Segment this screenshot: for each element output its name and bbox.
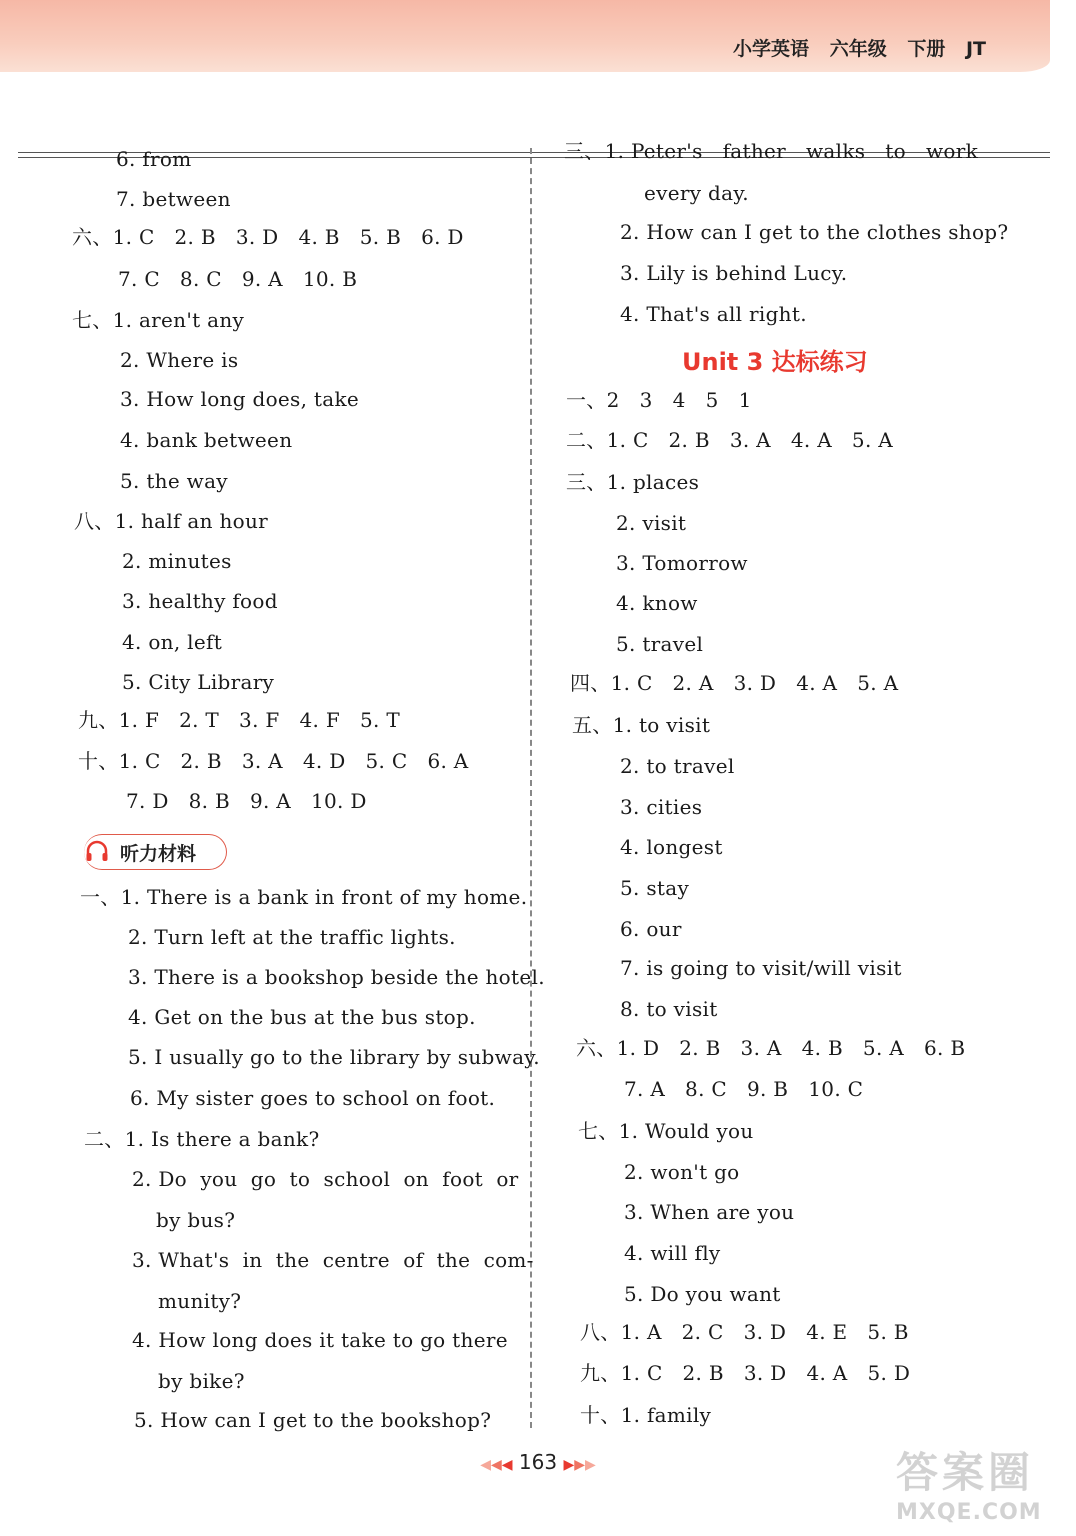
answer-line: 5. the way [120, 469, 228, 493]
answer-line: 八、1. half an hour [74, 509, 269, 533]
triangle-right-icon: ▶ [574, 1457, 586, 1473]
triangle-left-icon: ◀ [490, 1457, 502, 1473]
answer-line: 5. travel [616, 632, 704, 656]
answer-line: 3. Tomorrow [616, 551, 748, 575]
watermark-logo [896, 1440, 1072, 1532]
header-edition: JT [965, 38, 986, 60]
answer-line: 5. Do you want [624, 1282, 781, 1306]
listening-line: 4. Get on the bus at the bus stop. [128, 1005, 476, 1029]
triangle-right-icon: ▶ [563, 1457, 575, 1473]
answer-line: 2. minutes [122, 549, 232, 573]
answer-line: 6. our [620, 917, 682, 941]
answer-line: 十、1. C 2. B 3. A 4. D 5. C 6. A [78, 749, 469, 773]
listening-line: 3. What's in the centre of the com- [132, 1248, 534, 1272]
header-text [733, 34, 986, 61]
answer-line: 3. healthy food [122, 589, 278, 613]
unit-title: Unit 3 达标练习 [682, 348, 868, 376]
answer-line: 2. Where is [120, 348, 239, 372]
answer-line: 4. on, left [122, 630, 223, 654]
answer-line: 一、2 3 4 5 1 [566, 388, 752, 412]
listening-label: 听力材料 [120, 842, 197, 865]
answer-line: 六、1. C 2. B 3. D 4. B 5. B 6. D [72, 225, 464, 249]
listening-line: by bike? [158, 1369, 245, 1393]
answer-line: 五、1. to visit [572, 713, 711, 737]
listening-badge [84, 834, 227, 870]
listening-line: every day. [644, 181, 749, 205]
listening-line: 2. Do you go to school on foot or [132, 1167, 519, 1191]
answer-line: 7. C 8. C 9. A 10. B [118, 267, 358, 291]
answer-line: 2. won't go [624, 1160, 740, 1184]
listening-line: 三、1. Peter's father walks to work [564, 139, 978, 163]
answer-line: 七、1. Would you [578, 1119, 754, 1143]
answer-line: 3. How long does, take [120, 387, 360, 411]
header-subject: 小学英语 [733, 38, 810, 60]
answer-line: 九、1. C 2. B 3. D 4. A 5. D [580, 1361, 911, 1385]
answer-line: 7. D 8. B 9. A 10. D [126, 789, 367, 813]
listening-line: 3. There is a bookshop beside the hotel. [128, 965, 545, 989]
answer-line: 4. know [616, 591, 698, 615]
headphones-icon [84, 839, 110, 865]
answer-line: 四、1. C 2. A 3. D 4. A 5. A [570, 671, 899, 695]
listening-line: by bus? [156, 1208, 236, 1232]
answer-line: 2. visit [616, 511, 687, 535]
answer-line: 二、1. C 2. B 3. A 4. A 5. A [566, 428, 894, 452]
answer-line: 八、1. A 2. C 3. D 4. E 5. B [580, 1320, 909, 1344]
answer-line: 6. from [116, 147, 192, 171]
answer-line: 六、1. D 2. B 3. A 4. B 5. A 6. B [576, 1036, 966, 1060]
answer-line: 七、1. aren't any [72, 308, 245, 332]
header-grade: 六年级 [829, 38, 887, 60]
listening-line: 3. Lily is behind Lucy. [620, 261, 848, 285]
listening-line: 二、1. Is there a bank? [84, 1127, 320, 1151]
triangle-right-icon: ▶ [585, 1457, 596, 1473]
listening-line: 4. That's all right. [620, 302, 807, 326]
answer-line: 4. bank between [120, 428, 293, 452]
listening-line: 2. How can I get to the clothes shop? [620, 220, 1009, 244]
triangle-left-icon: ◀ [501, 1457, 513, 1473]
answer-line: 2. to travel [620, 754, 735, 778]
listening-line: 6. My sister goes to school on foot. [130, 1086, 496, 1110]
answer-line: 5. stay [620, 876, 690, 900]
answer-line: 5. City Library [122, 670, 275, 694]
watermark-line1: 答案圈 [896, 1448, 1035, 1497]
answer-line: 8. to visit [620, 997, 718, 1021]
answer-line: 十、1. family [580, 1403, 712, 1427]
listening-line: 5. I usually go to the library by subway. [128, 1045, 540, 1069]
listening-line: 2. Turn left at the traffic lights. [128, 925, 456, 949]
answer-line: 4. will fly [624, 1241, 721, 1265]
answer-line: 7. is going to visit/will visit [620, 956, 902, 980]
listening-line: 一、1. There is a bank in front of my home. [80, 885, 528, 909]
listening-line: 4. How long does it take to go there [132, 1328, 508, 1352]
answer-line: 7. A 8. C 9. B 10. C [624, 1077, 864, 1101]
page-number: 163 [518, 1450, 558, 1474]
triangle-left-icon: ◀ [480, 1457, 491, 1473]
listening-line: munity? [158, 1289, 242, 1313]
answer-line: 3. cities [620, 795, 703, 819]
answer-line: 3. When are you [624, 1200, 795, 1224]
header-volume: 下册 [907, 38, 946, 60]
column-divider [530, 148, 532, 1428]
watermark-line2: MXQE.COM [896, 1500, 1042, 1525]
answer-line: 九、1. F 2. T 3. F 4. F 5. T [78, 708, 400, 732]
listening-line: 5. How can I get to the bookshop? [134, 1408, 492, 1432]
answer-line: 7. between [116, 187, 231, 211]
answer-line: 4. longest [620, 835, 723, 859]
answer-line: 三、1. places [566, 470, 700, 494]
